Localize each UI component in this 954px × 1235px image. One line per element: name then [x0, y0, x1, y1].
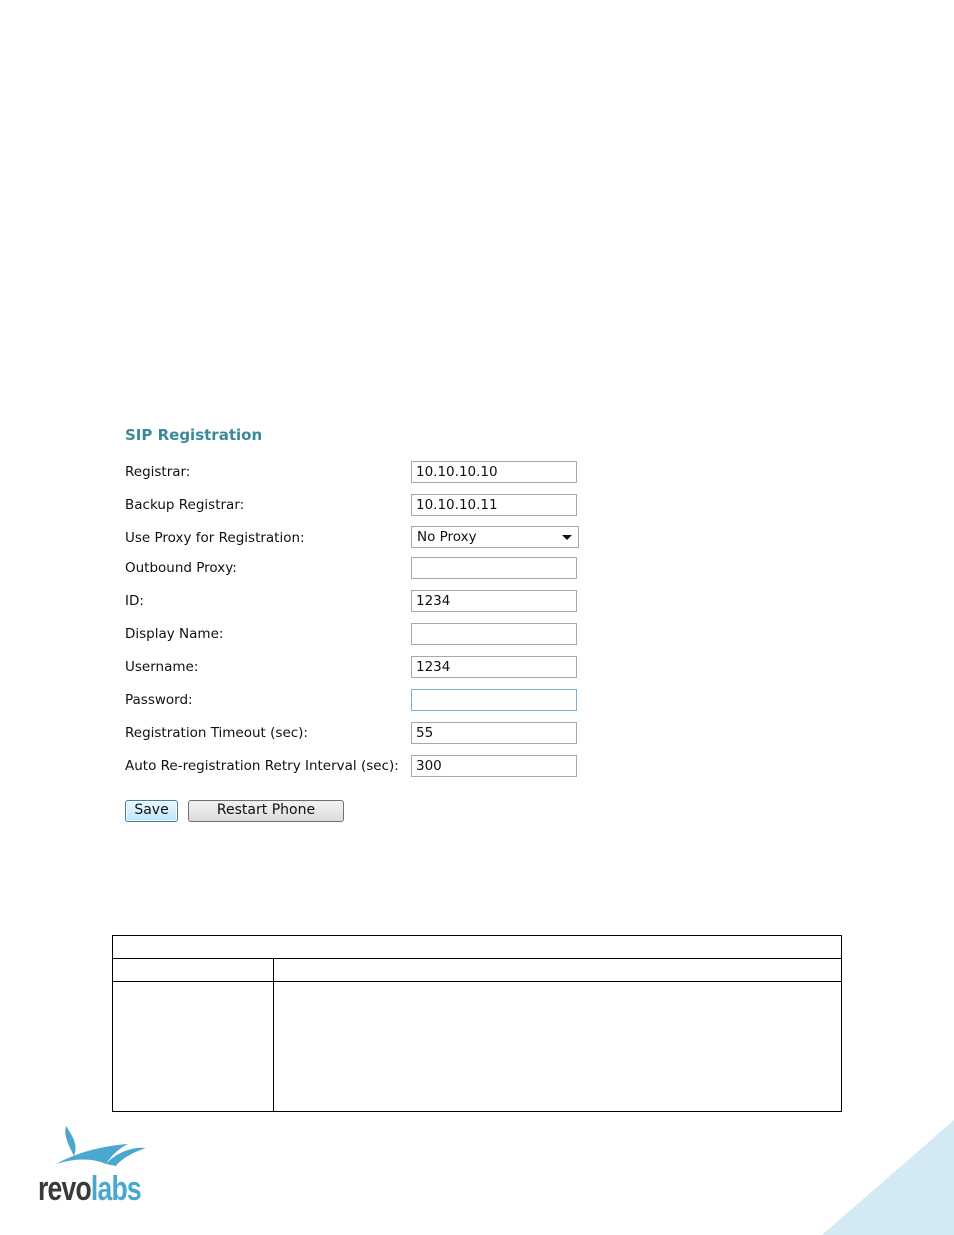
- table-column-divider: [273, 959, 274, 1111]
- id-row: [125, 590, 585, 612]
- use-proxy-label: Use Proxy for Registration:: [125, 530, 305, 546]
- revolabs-logo-text: [38, 1170, 141, 1209]
- registrar-row: [125, 461, 585, 483]
- use-proxy-select[interactable]: [411, 526, 579, 548]
- backup-registrar-row: [125, 494, 585, 516]
- restart-phone-button[interactable]: Restart Phone: [188, 800, 344, 822]
- table-divider: [113, 958, 841, 959]
- password-label: Password:: [125, 692, 193, 708]
- retry-interval-input[interactable]: [411, 755, 577, 777]
- display-name-input[interactable]: [411, 623, 577, 645]
- password-input[interactable]: [411, 689, 577, 711]
- id-label: ID:: [125, 593, 144, 609]
- use-proxy-selected-value: No Proxy: [417, 529, 477, 545]
- outbound-proxy-input[interactable]: [411, 557, 577, 579]
- password-row: [125, 689, 585, 711]
- chevron-down-icon[interactable]: [562, 535, 572, 540]
- retry-interval-row: [125, 755, 585, 777]
- display-name-label: Display Name:: [125, 626, 224, 642]
- outbound-proxy-row: [125, 557, 585, 579]
- sip-registration-title: SIP Registration: [125, 426, 263, 444]
- empty-table: [112, 935, 842, 1112]
- save-button[interactable]: Save: [125, 800, 178, 822]
- use-proxy-row: [125, 527, 585, 549]
- display-name-row: [125, 623, 585, 645]
- id-input[interactable]: [411, 590, 577, 612]
- registration-timeout-input[interactable]: [411, 722, 577, 744]
- registrar-label: Registrar:: [125, 464, 191, 480]
- username-input[interactable]: [411, 656, 577, 678]
- registrar-input[interactable]: [411, 461, 577, 483]
- backup-registrar-label: Backup Registrar:: [125, 497, 245, 513]
- registration-timeout-label: Registration Timeout (sec):: [125, 725, 308, 741]
- outbound-proxy-label: Outbound Proxy:: [125, 560, 237, 576]
- table-divider: [113, 981, 841, 982]
- logo-text-labs: labs: [90, 1170, 141, 1208]
- username-label: Username:: [125, 659, 199, 675]
- corner-decoration: [822, 1120, 954, 1235]
- backup-registrar-input[interactable]: [411, 494, 577, 516]
- logo-text-revo: revo: [38, 1170, 91, 1208]
- registration-timeout-row: [125, 722, 585, 744]
- username-row: [125, 656, 585, 678]
- retry-interval-label: Auto Re-registration Retry Interval (sec):: [125, 758, 399, 774]
